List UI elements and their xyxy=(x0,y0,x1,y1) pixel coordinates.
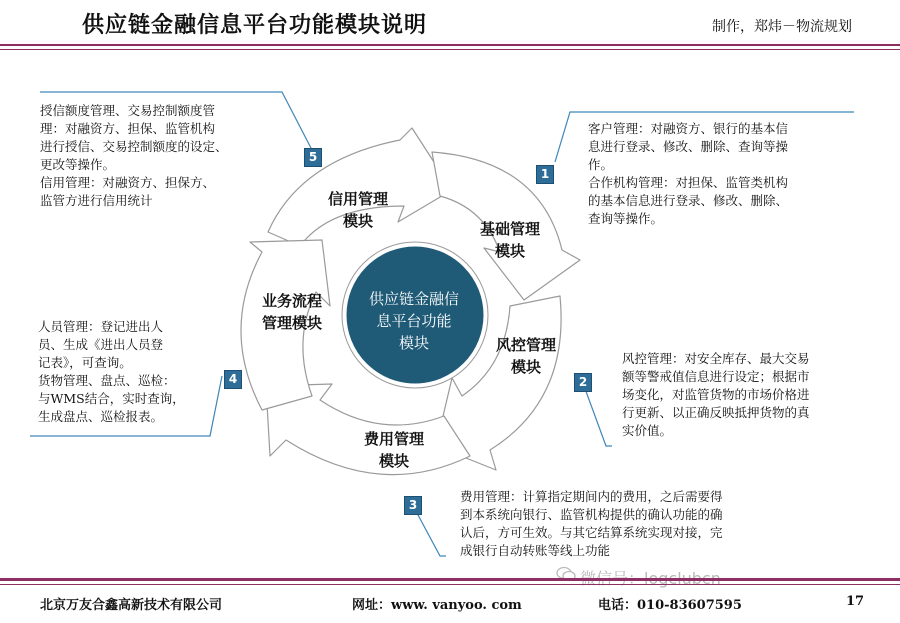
note-credit: 授信额度管理、交易控制额度管 理：对融资方、担保、监管机构 进行授信、交易控制额度的设定、 更改等操作。 信用管理：对融资方、担保方、 监管方进行信用统计 xyxy=(40,103,228,208)
note-business: 人员管理：登记进出人 员、生成《进出人员登 记表》，可查询。 货物管理、盘点、巡检： 与WMS结合，实时查询， 生成盘点、巡检报表。 xyxy=(38,319,185,424)
page-title: 供应链金融信息平台功能模块说明 xyxy=(82,12,428,38)
note-basic: 客户管理：对融资方、银行的基本信 息进行登录、修改、删除、查询等操 作。 合作机构管理：对担保、监管类机构 的基本信息进行登录、修改、删除、 查询等操作。 xyxy=(588,121,789,226)
badge-2: 2 xyxy=(574,373,592,392)
badge-5: 5 xyxy=(304,148,322,167)
module-cost: 费用管理 模块 xyxy=(363,430,424,470)
module-business: 业务流程 管理模块 xyxy=(261,292,322,332)
center-label: 供应链金融信 息平台功能 模块 xyxy=(368,290,459,352)
footer-company: 北京万友合鑫高新技术有限公司 xyxy=(40,598,223,613)
footer-rule xyxy=(0,578,900,581)
badge-1: 1 xyxy=(536,165,554,184)
module-risk: 风控管理 模块 xyxy=(495,336,556,376)
module-basic: 基础管理 模块 xyxy=(479,220,540,260)
footer-website: 网址：www. vanyoo. com xyxy=(352,598,522,613)
footer-rule-thin xyxy=(0,584,900,585)
note-risk: 风控管理：对安全库存、最大交易 额等警戒值信息进行设定；根据市 场变化，对监管货物的市场价格进 行更新、以正确反映抵押货物的真 实价值。 xyxy=(622,351,810,438)
author-credit: 制作，郑炜－物流规划 xyxy=(712,19,852,35)
note-cost: 费用管理：计算指定期间内的费用，之后需要得 到本系统向银行、监管机构提供的确认功能的确 认后，方可生效。与其它结算系统实现对接，完 成银行自动转账等线上功能 xyxy=(460,489,723,558)
footer-phone: 电话：010-83607595 xyxy=(598,598,742,613)
page-number: 17 xyxy=(846,594,865,609)
badge-4: 4 xyxy=(224,370,242,389)
module-credit: 信用管理 模块 xyxy=(327,190,388,230)
badge-3: 3 xyxy=(404,496,422,515)
